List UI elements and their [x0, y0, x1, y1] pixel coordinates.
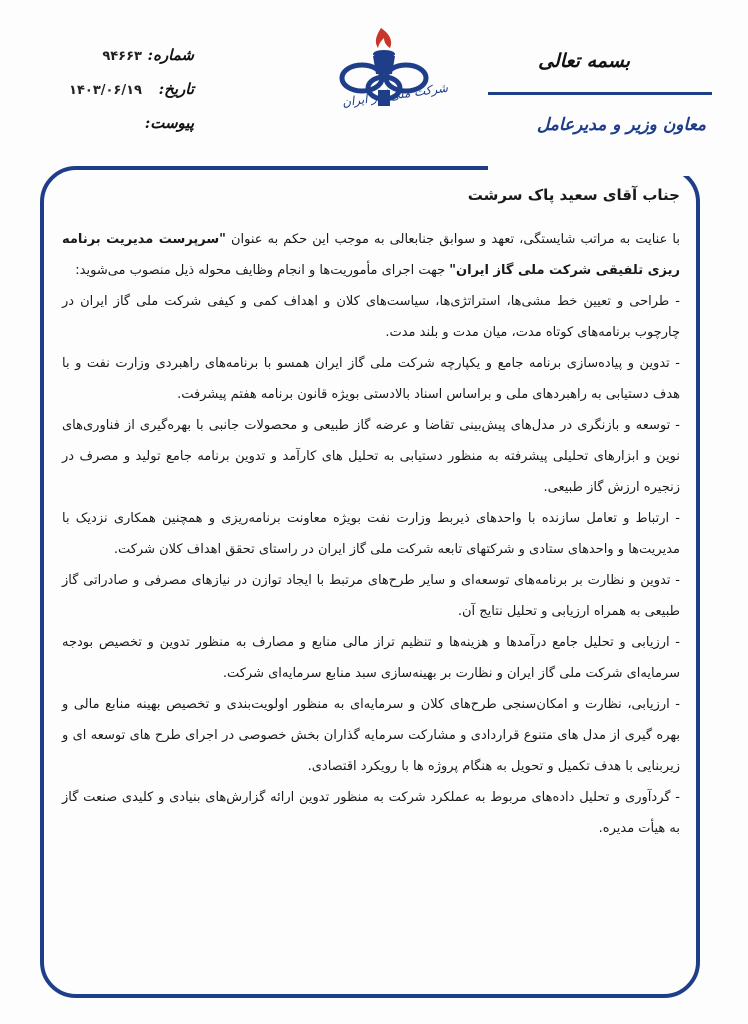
- basmala: بسمه تعالی: [538, 50, 630, 72]
- number-label: شماره:: [147, 46, 194, 64]
- date-label: تاریخ:: [158, 80, 194, 98]
- letter-meta: [44, 46, 194, 148]
- office-title: معاون وزیر و مدیرعامل: [536, 115, 706, 135]
- logo-text: شرکت ملی گاز ایران: [341, 80, 449, 110]
- date-value: ۱۴۰۳/۰۶/۱۹: [69, 83, 142, 98]
- position-title: "سرپرست مدیریت برنامه ریزی تلفیقی شرکت ملی گاز ایران": [62, 232, 680, 278]
- duty-item: - ارزیابی و تحلیل جامع درآمدها و هزینه‌ها و تنظیم تراز مالی منابع و مصارف به منظور تدوین و تخصیص بودجه سرمایه‌ای شرکت ملی گاز ایران و نظارت بر بهینه‌سازی سبد منابع سرمایه‌ای شرکت.: [62, 635, 680, 681]
- duty-item: - گردآوری و تحلیل داده‌های مربوط به عملکرد شرکت به منظور تدوین ارائه گزارش‌های بنیادی و کلیدی صنعت گاز به هیأت مدیره.: [62, 790, 680, 836]
- attachment-row: [44, 114, 194, 148]
- duty-item: - ارتباط و تعامل سازنده با واحدهای ذیربط وزارت نفت بویژه معاونت برنامه‌ریزی و همچنین همکاری نزدیک با مدیریت‌ها و واحدهای ستادی و شرکتهای تابعه شرکت ملی گاز ایران در راستای تحقق اهداف کلان شرکت.: [62, 511, 680, 557]
- header-divider: [488, 92, 712, 95]
- intro-after: جهت اجرای مأموریت‌ها و انجام وظایف محوله ذیل منصوب می‌شوید:: [75, 263, 450, 278]
- addressee: جناب آقای سعید پاک سرشت: [467, 186, 680, 204]
- duty-item: - تدوین و پیاده‌سازی برنامه جامع و یکپارچه شرکت ملی گاز ایران همسو با برنامه‌های راهبردی وزارت نفت و با هدف دستیابی به راهبردهای ملی و براساس اسناد بالادستی بویژه قانون برنامه هفتم پیشرفت.: [62, 356, 680, 402]
- duty-item: - ارزیابی، نظارت و امکان‌سنجی طرح‌های کلان و سرمایه‌ای به منظور اولویت‌بندی و تخصیص بهینه منابع مالی و بهره گیری از مدل های متنوع قراردادی و مشارکت سرمایه گذاران بخش خصوصی در اجرای طرح های توسعه ای و زیربنایی با هدف تکمیل و تحویل به هنگام پروژه ها با رویکرد اقتصادی.: [62, 697, 680, 774]
- duty-item: - طراحی و تعیین خط مشی‌ها، استراتژی‌ها، سیاست‌های کلان و اهداف کمی و کیفی شرکت ملی گاز ایران در چارچوب برنامه‌های کوتاه مدت، میان مدت و بلند مدت.: [62, 294, 680, 340]
- nigc-logo-icon: [332, 26, 442, 126]
- date-row: [44, 80, 194, 114]
- frame-gap: [488, 160, 708, 176]
- number-row: [44, 46, 194, 80]
- attachment-label: پیوست:: [144, 114, 194, 132]
- duty-item: - توسعه و بازنگری در مدل‌های پیش‌بینی تقاضا و عرضه گاز طبیعی و محصولات جانبی با بهره‌گیری از فناوری‌های نوین و ابزارهای تحلیلی پیشرفته به منظور دستیابی به تحلیل های کارآمد و تدوین برنامه جامع تولید و مصرف در زنجیره ارزش گاز طبیعی.: [62, 418, 680, 495]
- intro-paragraph: [62, 224, 680, 286]
- intro-before: با عنایت به مراتب شایستگی، تعهد و سوابق جنابعالی به موجب این حکم به عنوان: [225, 232, 680, 247]
- duty-item: - تدوین و نظارت بر برنامه‌های توسعه‌ای و سایر طرح‌های مرتبط با ایجاد توازن در نیازهای مصرفی و صادراتی گاز طبیعی به همراه ارزیابی و تحلیل نتایج آن.: [62, 573, 680, 619]
- number-value: ۹۴۶۶۳: [102, 49, 142, 64]
- letter-body: [62, 186, 680, 844]
